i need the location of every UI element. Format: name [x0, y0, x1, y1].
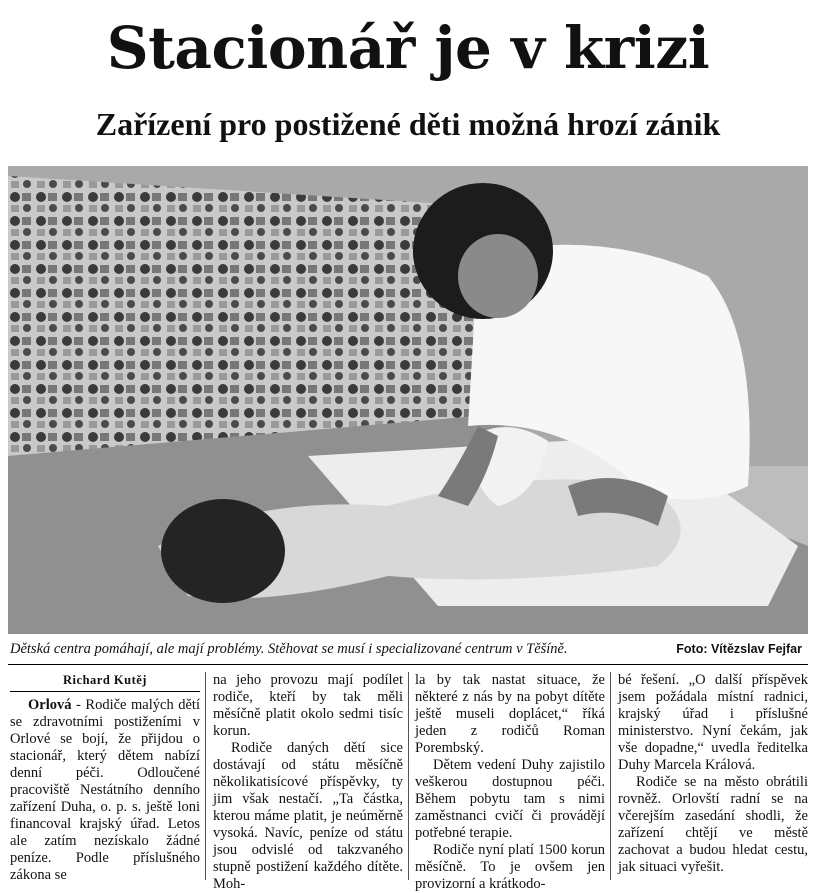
article-column-2: [213, 672, 403, 893]
column-divider: [610, 672, 611, 880]
paragraph: Rodiče nyní platí 1500 korun měsíčně. To je ovšem jen provizorní a krátkodo-: [415, 842, 605, 892]
paragraph: [10, 697, 200, 884]
subheadline: Zařízení pro postižené děti možná hrozí zánik: [95, 106, 721, 142]
photo-caption: Dětská centra pomáhají, ale mají problémy. Stěhovat se musí i specializované centrum v Těšíně.: [10, 641, 568, 657]
article-column-4: [618, 672, 808, 876]
caption-rule: [8, 664, 808, 665]
column-divider: [205, 672, 206, 880]
paragraph: Dětem vedení Duhy zajistilo veškerou dostupnou péči. Během pobytu tam s nimi zaměstnanci cvičí či provádějí potřebné terapie.: [415, 757, 605, 841]
headline: Stacionář je v krizi: [106, 14, 710, 82]
dateline-city: Orlová: [28, 697, 72, 713]
article-column-1: [10, 672, 200, 884]
byline: Richard Kutěj: [10, 672, 200, 692]
paragraph: la by tak nastat situace, že některé z nás by na pobyt dítěte ještě museli doplácet,“ říká jeden z rodičů Roman Porembský.: [415, 672, 605, 756]
paragraph-text: - Rodiče malých dětí se zdravotními postiženími v Orlové se bojí, že přijdou o stacionář, který dětem nabízí denní péči. Odloučené pracoviště Nestátního denního zařízení Duha, o. p. s. ještě loni financoval krajský úřad. Letos ale zatím nezískalo žádné peníze. Podle příslušného zákona se: [10, 697, 200, 883]
paragraph: bé řešení. „O další příspěvek jsem požádala místní radnici, krajský úřad i příslušné ministerstvo. Nyní čekám, jak vše dopadne,“ uvedla ředitelka Duhy Marcela Králová.: [618, 672, 808, 773]
photo-credit: Foto: Vítězslav Fejfar: [676, 642, 802, 656]
paragraph: Rodiče se na město obrátili rovněž. Orlovští radní se na včerejším zasedání shodli, že zařízení chtějí ve městě zachovat a budou hledat cestu, jak situaci vyřešit.: [618, 774, 808, 875]
column-divider: [408, 672, 409, 880]
photo-caption-bar: [10, 638, 810, 660]
paragraph: Rodiče daných dětí sice dostávají od státu měsíčně několikatisícové příspěvky, ty jim však nestačí. „Ta částka, kterou máme platit, je neúměrně vysoká. Navíc, peníze od státu jsou odvislé od takzvaného stupně postižení každého dítěte. Moh-: [213, 740, 403, 892]
paragraph: na jeho provozu mají podílet rodiče, kteří by tak měli měsíčně platit okolo sedmi tisíc korun.: [213, 672, 403, 739]
article-column-3: [415, 672, 605, 893]
article-photo: [8, 166, 808, 634]
